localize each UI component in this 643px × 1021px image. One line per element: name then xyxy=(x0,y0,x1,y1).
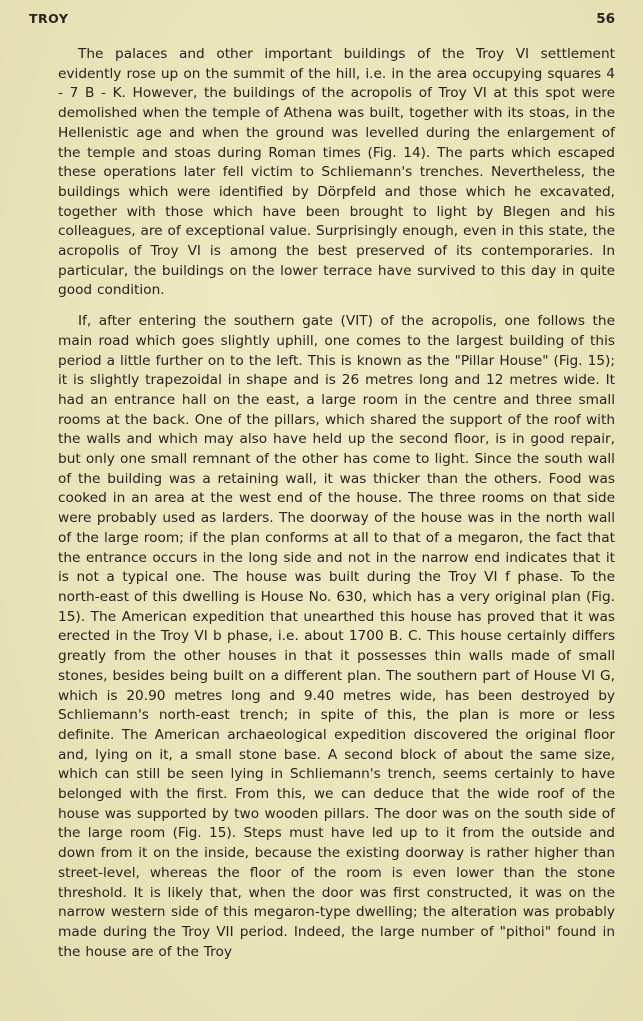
paragraph-pillar-house: If, after entering the southern gate (VIT) of the acropolis, one follows the main road which goes slightly uphill, one comes to the largest building of this period a little further on to the left. This is known as the "Pillar House" (Fig. 15); it is slightly trapezoidal in shape and is 26 metres long and 12 metres wide. It had an entrance hall on the east, a large room in the centre and three small rooms at the back. One of the pillars, which shared the support of the roof with the walls and which may also have held up the second floor, is in good repair, but only one small remnant of the other has come to light. Since the south wall of the building was a retaining wall, it was thicker than the others. Food was cooked in an area at the west end of the house. The three rooms on that side were probably used as larders. The doorway of the house was in the north wall of the large room; if the plan conforms at all to that of a megaron, the fact that the entrance occurs in the long side and not in the narrow end indicates that it is not a typical one. The house was built during the Troy VI f phase. To the north-east of this dwelling is House No. 630, which has a very original plan (Fig. 15). The American expedition that unearthed this house has proved that it was erected in the Troy VI b phase, i.e. about 1700 B. C. This house certainly differs greatly from the other houses in that it possesses thin walls made of small stones, besides being built on a different plan. The southern part of House VI G, which is 20.90 metres long and 9.40 metres wide, has been destroyed by Schliemann's north-east trench; in spite of this, the plan is more or less definite. The American archaeological expedition discovered the original floor and, lying on it, a small stone base. A second block of about the same size, which can still be seen lying in Schliemann's trench, seems certainly to have belonged with the first. From this, we can deduce that the wide roof of the house was supported by two wooden pillars. The door was on the south side of the large room (Fig. 15). Steps must have led up to it from the outside and down from it on the inside, because the existing doorway is rather higher than street-level, whereas the floor of the room is even lower than the stone threshold. It is likely that, when the door was first constructed, it was on the narrow western side of this megaron-type dwelling; the alteration was probably made during the Troy VII period. Indeed, the large number of "pithoi" found in the house are of the Troy xyxy=(58,313,615,960)
running-title: TROY xyxy=(29,11,69,26)
running-head xyxy=(29,11,615,31)
page-number: 56 xyxy=(596,11,615,27)
body-text xyxy=(58,45,615,962)
paragraph-palaces: The palaces and other important buildings of the Troy VI settlement evidently rose up on the summit of the hill, i.e. in the area occupying squares 4 - 7 B - K. However, the buildings of the acropolis of Troy VI at this spot were demolished when the temple of Athena was built, together with its stoas, in the Hellenistic age and when the ground was levelled during the enlargement of the temple and stoas during Roman times (Fig. 14). The parts which escaped these operations later fell victim to Schliemann's trenches. Nevertheless, the buildings which were identified by Dörpfeld and those which he excavated, together with those which have been brought to light by Blegen and his colleagues, are of exceptional value. Surprisingly enough, even in this state, the acropolis of Troy VI is among the best preserved of its contemporaries. In particular, the buildings on the lower terrace have survived to this day in quite good condition. xyxy=(58,46,615,299)
